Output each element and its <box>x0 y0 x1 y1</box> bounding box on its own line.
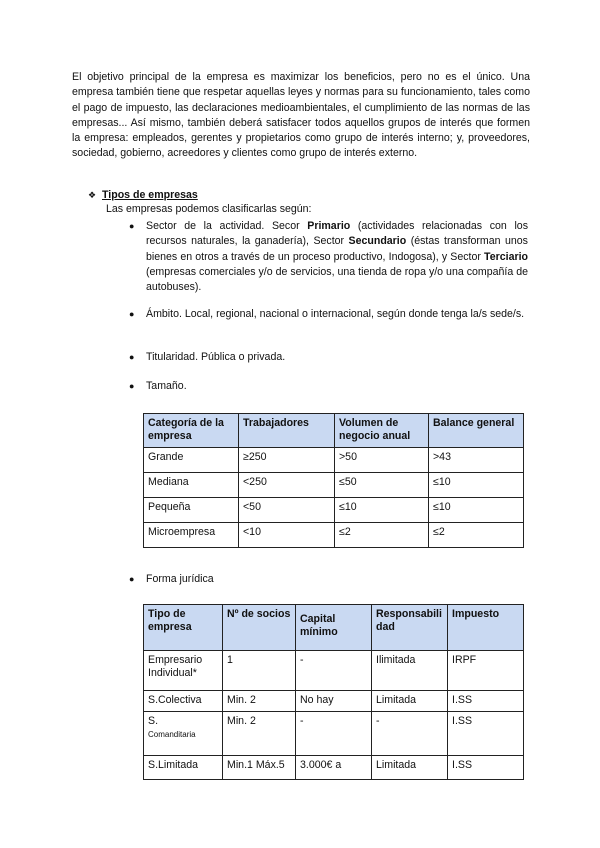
bullet-icon: ● <box>129 221 135 231</box>
header-cell: Categoría de la empresa <box>144 414 239 448</box>
cell: <250 <box>239 473 335 498</box>
cell: ≤10 <box>429 473 524 498</box>
cell: >50 <box>335 448 429 473</box>
section-title: Tipos de empresas <box>102 189 198 201</box>
bullet-icon: ● <box>129 309 135 319</box>
cell: Min. 2 <box>223 691 296 712</box>
header-cell: Responsabilidad <box>372 605 448 651</box>
cell: ≤50 <box>335 473 429 498</box>
bullet-ambito <box>129 307 528 322</box>
table-row <box>144 498 524 523</box>
cell: Grande <box>144 448 239 473</box>
cell-text: S. <box>148 715 159 727</box>
cell: I.SS <box>448 691 524 712</box>
cell: Empresario Individual* <box>144 651 223 691</box>
header-cell: Balance general <box>429 414 524 448</box>
text: Sector de la actividad. Secor <box>146 220 308 232</box>
cell-subtext: Comanditaria <box>148 729 196 739</box>
cell: ≤2 <box>429 523 524 548</box>
table-row <box>144 712 524 756</box>
cell: 1 <box>223 651 296 691</box>
section-heading <box>88 189 198 201</box>
legal-form-table <box>143 604 524 780</box>
bullet-icon: ● <box>129 381 135 391</box>
bullet-tamano <box>129 379 528 394</box>
header-cell: Volumen de negocio anual <box>335 414 429 448</box>
bold-term: Secundario <box>348 235 407 248</box>
table-row <box>144 651 524 691</box>
intro-paragraph: El objetivo principal de la empresa es maximizar los beneficios, pero no es el único. Una empresa también tiene que respetar aquellas leyes y normas para su funcionamiento, tales como el pago de impuesto, las declaraciones medioambientales, el cumplimiento de las normas de las empresas... Así mismo, también deberá satisfacer todos aquellos grupos de interés que formen la empresa: empleados, gerentes y propietarios como grupo de interés interno; y, proveedores, sociedad, gobierno, acreedores y clientes como grupo de interés externo. <box>72 71 530 160</box>
bullet-forma-juridica <box>129 572 528 587</box>
cell: - <box>296 651 372 691</box>
cell: ≤2 <box>335 523 429 548</box>
text: (éstas transforman unos bienes en otros a través de un proceso productivo, Indogosa), y Sector <box>146 235 528 263</box>
bold-term: Terciario <box>484 250 528 263</box>
header-cell: Impuesto <box>448 605 524 651</box>
diamond-bullet-icon: ❖ <box>88 190 97 200</box>
cell: Pequeña <box>144 498 239 523</box>
cell: >43 <box>429 448 524 473</box>
cell: Mediana <box>144 473 239 498</box>
text: (empresas comerciales y/o de servicios, una tienda de ropa y/o una compañía de autobuses). <box>146 265 528 294</box>
table-row <box>144 691 524 712</box>
cell: ≤10 <box>429 498 524 523</box>
header-cell: Trabajadores <box>239 414 335 448</box>
cell: 3.000€ a <box>296 756 372 780</box>
cell: ≤10 <box>335 498 429 523</box>
cell: IRPF <box>448 651 524 691</box>
cell: Min. 2 <box>223 712 296 756</box>
cell: Ilimitada <box>372 651 448 691</box>
bullet-sector <box>129 219 528 295</box>
bullet-icon: ● <box>129 574 135 584</box>
cell: Min.1 Máx.5 <box>223 756 296 780</box>
bullet-icon: ● <box>129 352 135 362</box>
table-header-row <box>144 605 524 651</box>
table-row <box>144 523 524 548</box>
section-intro: Las empresas podemos clasificarlas según: <box>106 203 312 215</box>
header-cell: Nº de socios <box>223 605 296 651</box>
table-row <box>144 473 524 498</box>
cell: I.SS <box>448 712 524 756</box>
cell: No hay <box>296 691 372 712</box>
bold-term: Primario <box>307 220 351 232</box>
cell <box>144 712 223 756</box>
cell: <10 <box>239 523 335 548</box>
bullet-titularidad <box>129 350 528 365</box>
header-cell: Tipo de empresa <box>144 605 223 651</box>
table-row <box>144 448 524 473</box>
cell: Microempresa <box>144 523 239 548</box>
text: Titularidad. Pública o privada. <box>146 351 286 363</box>
table-row <box>144 756 524 780</box>
cell: - <box>372 712 448 756</box>
cell: I.SS <box>448 756 524 780</box>
company-size-table <box>143 413 524 548</box>
cell: S.Limitada <box>144 756 223 780</box>
cell: Limitada <box>372 756 448 780</box>
cell: S.Colectiva <box>144 691 223 712</box>
cell: - <box>296 712 372 756</box>
text: Tamaño. <box>146 380 187 392</box>
table-header-row <box>144 414 524 448</box>
text: (actividades relacionadas con los recursos naturales, la ganadería), Sector <box>146 220 528 248</box>
cell: Limitada <box>372 691 448 712</box>
header-cell: Capital mínimo <box>296 605 372 651</box>
cell: ≥250 <box>239 448 335 473</box>
text: Forma jurídica <box>146 573 214 585</box>
cell: <50 <box>239 498 335 523</box>
text: Ámbito. Local, regional, nacional o internacional, según donde tenga la/s sede/s. <box>146 308 525 320</box>
